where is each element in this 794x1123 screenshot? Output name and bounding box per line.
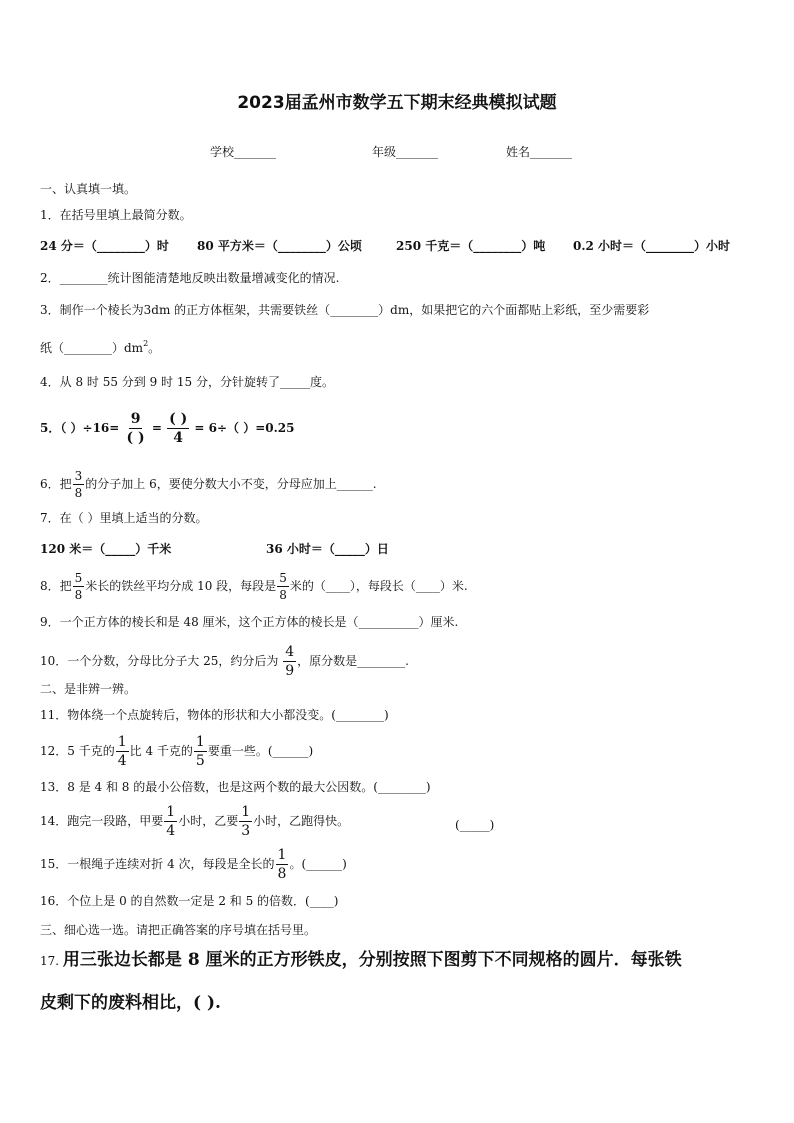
question-5 bbox=[40, 412, 295, 445]
question-3-line2-end: 。 bbox=[148, 341, 161, 355]
question-14-answer[interactable]: (_____) bbox=[455, 818, 495, 832]
question-1d: 0.2 小时＝（________）小时 bbox=[573, 239, 731, 253]
denominator: 8 bbox=[74, 486, 83, 500]
question-12-start: 12．5 千克的 bbox=[40, 744, 115, 758]
question-12 bbox=[40, 735, 313, 768]
denominator: 9 bbox=[285, 663, 295, 679]
question-3-line2 bbox=[40, 340, 160, 354]
fraction bbox=[125, 412, 147, 445]
numerator: ( ) bbox=[169, 411, 188, 427]
numerator: 5 bbox=[279, 571, 287, 585]
question-12-mid: 比 4 千克的 bbox=[129, 744, 193, 758]
question-1a: 24 分＝（________）时 bbox=[40, 239, 169, 253]
numerator: 4 bbox=[285, 644, 295, 660]
section-heading-2: 二、是非辨一辨。 bbox=[40, 682, 137, 696]
section-heading-1: 一、认真填一填。 bbox=[40, 182, 137, 196]
question-16: 16．个位上是 0 的自然数一定是 2 和 5 的倍数．(____) bbox=[40, 894, 339, 908]
numerator: 1 bbox=[277, 847, 287, 863]
question-2: 2．________统计图能清楚地反映出数量增减变化的情况. bbox=[40, 271, 340, 285]
question-8 bbox=[40, 572, 468, 601]
question-3-line1: 3．制作一个棱长为3dm 的正方体框架，共需要铁丝（________）dm，如果把它的六个面都贴上彩纸，至少需要彩 bbox=[40, 303, 650, 317]
numerator: 5 bbox=[74, 571, 83, 585]
question-14-mid2: 小时，乙跑得快。 bbox=[253, 814, 350, 828]
question-14-start: 14．跑完一段路，甲要 bbox=[40, 814, 164, 828]
question-14-mid: 小时，乙要 bbox=[178, 814, 239, 828]
question-1c: 250 千克＝（________）吨 bbox=[396, 239, 546, 253]
question-6-start: 6．把 bbox=[40, 477, 72, 491]
question-9: 9．一个正方体的棱长和是 48 厘米，这个正方体的棱长是（__________）厘米. bbox=[40, 615, 459, 629]
fraction bbox=[73, 470, 85, 499]
name-field[interactable]: 姓名_______ bbox=[506, 145, 573, 159]
question-8-start: 8．把 bbox=[40, 579, 72, 593]
question-17-text: 用三张边长都是 8 厘米的正方形铁皮，分别按照下图剪下不同规格的圆片．每张铁 bbox=[62, 950, 682, 970]
denominator: 4 bbox=[117, 753, 127, 769]
numerator: 1 bbox=[117, 734, 127, 750]
fraction bbox=[167, 412, 189, 445]
question-8-mid: 米长的铁丝平均分成 10 段，每段是 bbox=[85, 579, 277, 593]
question-7a: 120 米＝（_____）千米 bbox=[40, 542, 172, 556]
question-6-end: 的分子加上 6，要使分数大小不变，分母应加上______. bbox=[85, 477, 377, 491]
question-3-line2-text: 纸（________）dm bbox=[40, 341, 144, 355]
question-17-line2: 皮剩下的废料相比，( ). bbox=[40, 993, 221, 1013]
grade-field[interactable]: 年级_______ bbox=[372, 145, 439, 159]
question-1b: 80 平方米＝（________）公顷 bbox=[197, 239, 362, 253]
denominator: 3 bbox=[241, 823, 251, 839]
fraction bbox=[277, 572, 289, 601]
question-6 bbox=[40, 470, 377, 499]
question-4: 4．从 8 时 55 分到 9 时 15 分，分针旋转了_____度。 bbox=[40, 375, 334, 389]
question-5-end: = 6÷（ ）=0.25 bbox=[194, 421, 295, 435]
fraction bbox=[276, 848, 289, 881]
numerator: 9 bbox=[130, 411, 141, 427]
fraction bbox=[164, 805, 177, 838]
denominator: ( ) bbox=[126, 430, 145, 446]
school-field[interactable]: 学校_______ bbox=[210, 145, 277, 159]
denominator: 8 bbox=[277, 866, 287, 882]
question-15-end: 。(______) bbox=[289, 857, 347, 871]
question-12-end: 要重一些。(______) bbox=[207, 744, 314, 758]
fraction bbox=[239, 805, 252, 838]
question-17-number: 17. bbox=[40, 954, 60, 968]
numerator: 1 bbox=[195, 734, 205, 750]
question-8-end: 米的（____），每段长（____）米. bbox=[289, 579, 468, 593]
question-15 bbox=[40, 848, 347, 881]
page-title: 2023届孟州市数学五下期末经典模拟试题 bbox=[237, 93, 557, 113]
fraction bbox=[73, 572, 85, 601]
denominator: 8 bbox=[279, 588, 287, 602]
question-1-stem: 1．在括号里填上最简分数。 bbox=[40, 208, 192, 222]
question-14 bbox=[40, 805, 349, 838]
numerator: 1 bbox=[166, 804, 176, 820]
numerator: 1 bbox=[241, 804, 251, 820]
question-15-start: 15．一根绳子连续对折 4 次，每段是全长的 bbox=[40, 857, 275, 871]
numerator: 3 bbox=[74, 469, 83, 483]
question-10-end: ，原分数是________. bbox=[297, 654, 409, 668]
denominator: 4 bbox=[173, 430, 184, 446]
question-17-line1 bbox=[40, 952, 682, 969]
question-7-stem: 7．在（ ）里填上适当的分数。 bbox=[40, 511, 208, 525]
question-10-start: 10．一个分数，分母比分子大 25，约分后为 bbox=[40, 654, 279, 668]
denominator: 5 bbox=[195, 753, 205, 769]
question-7b: 36 小时＝（_____）日 bbox=[266, 542, 389, 556]
fraction bbox=[116, 735, 129, 768]
question-11: 11．物体绕一个点旋转后，物体的形状和大小都没变。(________) bbox=[40, 708, 389, 722]
question-13: 13．8 是 4 和 8 的最小公倍数，也是这两个数的最大公因数。(________) bbox=[40, 780, 431, 794]
fraction bbox=[283, 645, 296, 678]
superscript: 2 bbox=[143, 339, 149, 348]
equals-sign: = bbox=[151, 421, 162, 435]
denominator: 4 bbox=[166, 823, 176, 839]
fraction bbox=[194, 735, 207, 768]
section-heading-3: 三、细心选一选。请把正确答案的序号填在括号里。 bbox=[40, 923, 317, 937]
question-5-start: 5．（ ）÷16= bbox=[40, 421, 120, 435]
question-10 bbox=[40, 645, 409, 678]
denominator: 8 bbox=[74, 588, 83, 602]
